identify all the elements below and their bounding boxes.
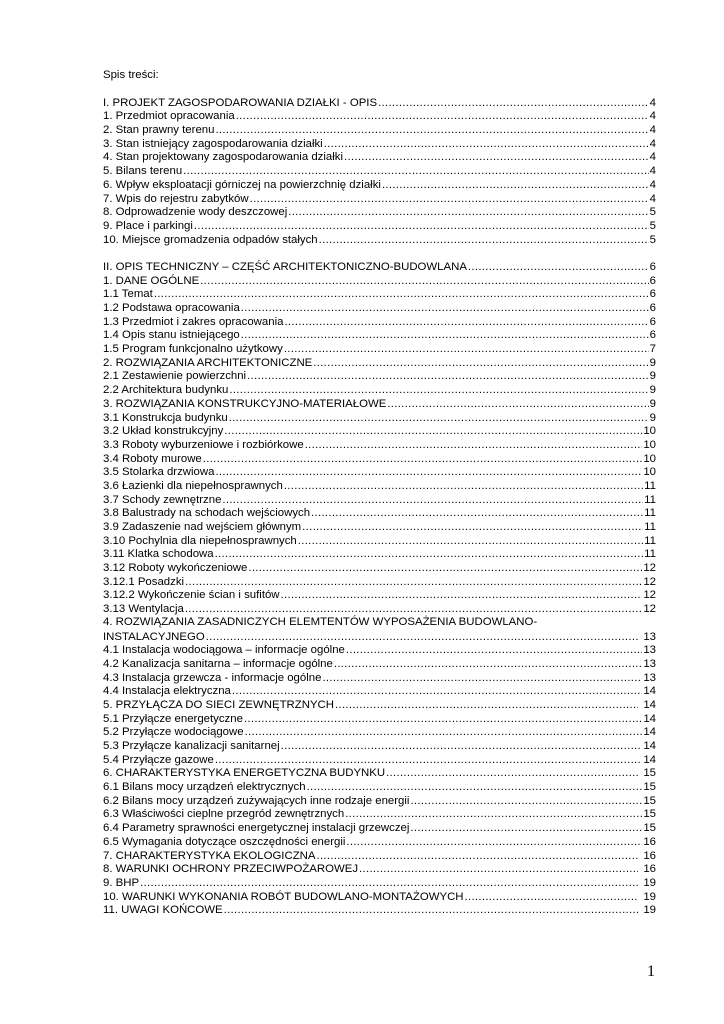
dot-leader (311, 507, 643, 520)
toc-heading: Spis treści: (103, 69, 159, 81)
toc-entry[interactable] (103, 356, 656, 370)
toc-entry-label: 5.3 Przyłącze kanalizacji sanitarnej (103, 740, 280, 752)
toc-entry[interactable] (103, 479, 656, 493)
toc-entry[interactable] (103, 835, 656, 849)
toc-entry[interactable] (103, 493, 656, 507)
toc-entry[interactable] (103, 821, 656, 835)
toc-entry-page: 13 (643, 657, 656, 670)
toc-entry-label: I. PROJEKT ZAGOSPODAROWANIA DZIAŁKI - OPIS (103, 96, 378, 109)
dot-leader (284, 480, 643, 493)
toc-entry-label: 6. CHARAKTERYSTYKA ENERGETYCZNA BUDYNKU (103, 767, 386, 780)
toc-entry[interactable] (103, 123, 656, 137)
toc-entry[interactable] (103, 192, 656, 206)
dot-leader (359, 863, 638, 876)
toc-entry-page: 11 (644, 507, 656, 520)
dot-leader (284, 343, 649, 356)
dot-leader (386, 767, 638, 780)
dot-leader (335, 699, 638, 712)
dot-leader (378, 97, 649, 110)
toc-entry-page: 14 (643, 740, 656, 752)
toc-entry[interactable] (103, 561, 656, 575)
toc-entry-page: 14 (643, 726, 656, 739)
toc-entry-page: 11 (644, 534, 656, 547)
toc-entry-page: 12 (643, 589, 656, 602)
dot-leader (224, 904, 639, 917)
toc-entry-wrapped-label[interactable]: 4. ROZWIĄZANIA ZASADNICZYCH ELEMTENTÓW WYPOSAŻENIA BUDOWLANO- (103, 616, 538, 629)
toc-entry-label: 1.4 Opis stanu istniejącego (103, 329, 240, 342)
toc-entry-label: 10. WARUNKI WYKONANIA ROBÓT BUDOWLANO-MONTAŻOWYCH (103, 890, 464, 903)
toc-entry-label: 1.3 Przedmiot i zakres opracowania (103, 315, 284, 328)
toc-entry-label: 2.2 Architektura budynku (103, 384, 229, 397)
toc-entry-label: 10. Miejsce gromadzenia odpadów stałych (103, 233, 318, 246)
toc-entry-page: 9 (649, 411, 656, 424)
toc-entry[interactable] (103, 110, 656, 124)
toc-entry[interactable] (103, 151, 656, 165)
dot-leader (232, 685, 642, 698)
toc-entry-label: 2.1 Zestawienie powierzchni (103, 370, 247, 383)
dot-leader (307, 781, 643, 794)
toc-entry[interactable] (103, 96, 656, 110)
toc-entry[interactable] (103, 890, 656, 904)
toc-entry-page: 16 (643, 835, 656, 848)
toc-entry-label: 5.4 Przyłącze gazowe (103, 753, 214, 766)
toc-entry-label: 4. Stan projektowany zagospodarowania działki (103, 151, 343, 164)
toc-entry-page: 4 (649, 110, 656, 123)
toc-entry[interactable] (103, 698, 656, 712)
toc-entry[interactable] (103, 849, 656, 863)
toc-entry-page: 19 (643, 904, 656, 917)
toc-entry-page: 13 (643, 630, 656, 643)
dot-leader (224, 425, 642, 438)
toc-entry-label: 3.11 Klatka schodowa (103, 548, 214, 561)
toc-entry[interactable] (103, 808, 656, 822)
dot-leader (215, 466, 642, 479)
toc-entry-page: 15 (643, 822, 656, 835)
toc-entry-page: 4 (649, 178, 656, 191)
toc-entry-label: 1.5 Program funkcjonalno użytkowy (103, 343, 283, 356)
toc-entry[interactable] (103, 589, 656, 603)
toc-entry-label: 4.1 Instalacja wodociągowa – informacje ogólne (103, 644, 345, 657)
toc-entry-page: 11 (644, 479, 656, 492)
dot-leader (241, 329, 649, 342)
dot-leader (322, 672, 642, 685)
toc-section-technical (103, 260, 656, 616)
dot-leader (200, 275, 648, 288)
toc-entry-label: 8. Odprowadzenie wody deszczowej (103, 206, 288, 219)
toc-entry-page: 9 (649, 356, 656, 369)
toc-section-site-plan (103, 96, 656, 247)
toc-entry[interactable] (103, 904, 656, 918)
toc-entry-page: 9 (649, 397, 656, 410)
toc-entry-label: 1.2 Podstawa opracowania (103, 302, 240, 314)
dot-leader (305, 439, 643, 452)
toc-entry[interactable] (103, 233, 656, 247)
toc-entry[interactable] (103, 671, 656, 685)
dot-leader (410, 822, 642, 835)
toc-entry[interactable] (103, 726, 656, 740)
dot-leader (229, 384, 648, 397)
toc-entry[interactable] (103, 753, 656, 767)
toc-entry[interactable] (103, 657, 656, 671)
toc-entry-page: 4 (649, 137, 656, 150)
dot-leader (185, 576, 642, 589)
toc-entry[interactable] (103, 685, 656, 699)
toc-entry[interactable] (103, 739, 656, 753)
dot-leader (229, 412, 649, 425)
toc-entry-label: 1.1 Temat (103, 288, 153, 301)
toc-entry-page: 11 (644, 548, 656, 561)
toc-entry-label: 6.1 Bilans mocy urządzeń elektrycznych (103, 781, 306, 794)
toc-entry-label: 4.4 Instalacja elektryczna (103, 685, 231, 698)
dot-leader (387, 398, 648, 411)
toc-entry-label: 3.9 Zadaszenie nad wejściem głównym (103, 521, 302, 533)
toc-entry-page: 4 (649, 192, 656, 205)
toc-entry-page: 4 (649, 124, 656, 137)
toc-entry-page: 10 (643, 425, 656, 438)
toc-entry[interactable] (103, 712, 656, 726)
toc-entry[interactable] (103, 329, 656, 343)
toc-entry-page: 4 (649, 151, 656, 164)
toc-entry[interactable] (103, 301, 656, 315)
toc-entry[interactable] (103, 507, 656, 521)
toc-entry[interactable] (103, 274, 656, 288)
dot-leader (140, 877, 638, 890)
toc-entry-label: 5. Bilans terenu (103, 165, 183, 178)
toc-entry-page: 6 (649, 315, 656, 328)
toc-entry-page: 6 (649, 288, 656, 301)
dot-leader (185, 603, 642, 616)
toc-entry[interactable] (103, 383, 656, 397)
toc-entry-page: 5 (649, 206, 656, 219)
toc-entry-label: INSTALACYJNEGO (103, 630, 205, 643)
dot-leader (334, 658, 642, 671)
toc-entry-label: 5. PRZYŁĄCZA DO SIECI ZEWNĘTRZNYCH (103, 698, 335, 711)
toc-section-technical-continued (103, 630, 656, 917)
dot-leader (241, 302, 649, 315)
dot-leader (245, 726, 643, 739)
toc-entry[interactable] (103, 397, 656, 411)
toc-entry-label: 3. ROZWIĄZANIA KONSTRUKCYJNO-MATERIAŁOWE (103, 397, 387, 410)
toc-entry[interactable] (103, 370, 656, 384)
dot-leader (465, 891, 639, 904)
dot-leader (194, 220, 649, 233)
dot-leader (281, 740, 643, 753)
toc-entry-page: 6 (649, 302, 656, 314)
toc-entry-label: 6.4 Parametry sprawności energetycznej instalacji grzewczej (103, 822, 410, 835)
toc-entry-page: 15 (643, 781, 656, 794)
toc-entry-page: 16 (643, 863, 656, 876)
toc-entry-label: 1. Przedmiot opracowania (103, 110, 235, 123)
toc-entry-page: 7 (649, 343, 656, 356)
toc-entry[interactable] (103, 534, 656, 548)
toc-entry-page: 5 (649, 219, 656, 232)
dot-leader (298, 535, 643, 548)
toc-entry-label: 2. ROZWIĄZANIA ARCHITEKTONICZNE (103, 356, 313, 369)
dot-leader (302, 521, 643, 534)
section-gap (103, 247, 656, 261)
toc-entry-label: 11. UWAGI KOŃCOWE (103, 904, 223, 917)
toc-entry-page: 12 (643, 603, 656, 616)
toc-entry-label: 4.3 Instalacja grzewcza - informacje ogólne (103, 671, 322, 684)
dot-leader (346, 836, 642, 849)
toc-entry-label: 6.5 Wymagania dotyczące oszczędności energii (103, 835, 346, 848)
page-number: 1 (647, 963, 655, 980)
toc-entry-label: 3. Stan istniejący zagospodarowania działki (103, 137, 323, 150)
dot-leader (316, 850, 638, 863)
dot-leader (250, 193, 649, 206)
dot-leader (247, 370, 649, 383)
dot-leader (215, 124, 648, 137)
toc-entry[interactable] (103, 206, 656, 220)
toc-entry[interactable] (103, 178, 656, 192)
toc-entry-label: 3.6 Łazienki dla niepełnosprawnych (103, 479, 283, 492)
toc-entry[interactable] (103, 876, 656, 890)
dot-leader (154, 288, 649, 301)
toc-entry-page: 14 (643, 698, 656, 711)
toc-entry-label: 3.1 Konstrukcja budynku (103, 411, 228, 424)
toc-entry-page: 19 (643, 876, 656, 889)
toc-entry[interactable] (103, 342, 656, 356)
toc-entry-page: 6 (649, 260, 656, 273)
toc-entry-page: 10 (643, 438, 656, 451)
dot-leader (215, 548, 644, 561)
toc-entry-page: 10 (643, 452, 656, 465)
toc-entry-label: 3.8 Balustrady na schodach wejściowych (103, 507, 311, 520)
dot-leader (288, 206, 648, 219)
toc-entry-page: 9 (649, 370, 656, 383)
toc-entry[interactable] (103, 438, 656, 452)
dot-leader (236, 110, 649, 123)
toc-entry-label: 3.3 Roboty wyburzeniowe i rozbiórkowe (103, 438, 304, 451)
toc-entry-label: 2. Stan prawny terenu (103, 124, 215, 137)
dot-leader (382, 179, 649, 192)
dot-leader (345, 808, 642, 821)
toc-entry-page: 11 (644, 521, 656, 533)
dot-leader (281, 589, 643, 602)
toc-entry[interactable] (103, 863, 656, 877)
dot-leader (313, 357, 648, 370)
toc-entry-label: 7. Wpis do rejestru zabytków (103, 192, 249, 205)
dot-leader (206, 631, 639, 644)
dot-leader (344, 151, 649, 164)
toc-entry-page: 9 (649, 384, 656, 397)
toc-entry-page: 14 (643, 712, 656, 725)
toc-entry-label: 6.3 Właściwości cieplne przegród zewnętrznych (103, 808, 345, 821)
toc-entry-label: II. OPIS TECHNICZNY – CZĘŚĆ ARCHITEKTONICZNO-BUDOWLANA (103, 260, 467, 273)
toc-entry[interactable] (103, 315, 656, 329)
toc-entry-page: 14 (643, 753, 656, 766)
toc-entry[interactable] (103, 794, 656, 808)
toc-entry-label: 3.12.1 Posadzki (103, 575, 185, 588)
toc-entry-page: 14 (643, 685, 656, 698)
toc-entry-page: 13 (643, 671, 656, 684)
toc-entry[interactable] (103, 466, 656, 480)
toc-entry-page: 10 (643, 466, 656, 479)
toc-entry-page: 13 (643, 644, 656, 657)
toc-entry-label: 6. Wpływ eksploatacji górniczej na powierzchnię działki (103, 178, 381, 191)
toc-entry-label: 6.2 Bilans mocy urządzeń zużywających inne rodzaje energii (103, 794, 410, 807)
dot-leader (248, 562, 642, 575)
toc-entry-label: 9. Place i parkingi (103, 219, 193, 232)
toc-entry[interactable] (103, 630, 656, 644)
table-of-contents (103, 96, 656, 917)
dot-leader (203, 453, 643, 466)
toc-entry-page: 11 (644, 493, 656, 506)
dot-leader (319, 234, 649, 247)
toc-entry-page: 6 (649, 274, 656, 287)
toc-entry-label: 3.12.2 Wykończenie ścian i sufitów (103, 589, 280, 602)
dot-leader (222, 494, 643, 507)
toc-entry-page: 19 (643, 890, 656, 903)
toc-entry[interactable] (103, 260, 656, 274)
toc-entry-label: 3.12 Roboty wykończeniowe (103, 562, 248, 575)
toc-entry-label: 3.10 Pochylnia dla niepełnosprawnych (103, 534, 297, 547)
toc-entry-label: 5.1 Przyłącze energetyczne (103, 712, 243, 725)
toc-entry-label: 3.5 Stolarka drzwiowa (103, 466, 215, 479)
dot-leader (410, 795, 642, 808)
toc-entry[interactable] (103, 164, 656, 178)
dot-leader (346, 644, 642, 657)
dot-leader (183, 165, 649, 178)
toc-entry[interactable] (103, 548, 656, 562)
toc-entry-label: 3.4 Roboty murowe (103, 452, 202, 465)
toc-entry-label: 9. BHP (103, 876, 140, 889)
toc-entry[interactable] (103, 411, 656, 425)
toc-entry-label: 4.2 Kanalizacja sanitarna – informacje ogólne (103, 657, 333, 670)
toc-entry-page: 4 (649, 165, 656, 178)
toc-entry-label: 3.13 Wentylacja (103, 603, 184, 616)
toc-entry[interactable] (103, 219, 656, 233)
toc-entry-page: 15 (643, 767, 656, 780)
toc-entry-page: 15 (643, 808, 656, 821)
toc-entry-label: 8. WARUNKI OCHRONY PRZECIWPOŻAROWEJ (103, 863, 359, 876)
toc-entry-page: 12 (643, 562, 656, 575)
toc-entry-page: 5 (649, 233, 656, 246)
toc-entry[interactable] (103, 288, 656, 302)
dot-leader (215, 754, 643, 767)
toc-entry-page: 6 (649, 329, 656, 342)
toc-entry-page: 4 (649, 96, 656, 109)
dot-leader (324, 138, 649, 151)
toc-entry[interactable] (103, 452, 656, 466)
toc-entry-page: 15 (643, 794, 656, 807)
toc-entry[interactable] (103, 137, 656, 151)
toc-entry-page: 12 (643, 575, 656, 588)
toc-entry-label: 3.7 Schody zewnętrzne (103, 493, 222, 506)
toc-entry[interactable] (103, 644, 656, 658)
toc-entry[interactable] (103, 767, 656, 781)
toc-entry[interactable] (103, 575, 656, 589)
toc-entry-page: 16 (643, 849, 656, 862)
toc-entry-label: 3.2 Układ konstrukcyjny (103, 425, 224, 438)
toc-entry-label: 1. DANE OGÓLNE (103, 274, 200, 287)
toc-entry[interactable] (103, 425, 656, 439)
dot-leader (468, 261, 649, 274)
toc-entry[interactable] (103, 780, 656, 794)
dot-leader (244, 713, 642, 726)
toc-entry[interactable] (103, 520, 656, 534)
toc-entry[interactable] (103, 602, 656, 616)
dot-leader (284, 316, 648, 329)
toc-entry-label: 5.2 Przyłącze wodociągowe (103, 726, 244, 739)
toc-entry-label: 7. CHARAKTERYSTYKA EKOLOGICZNA (103, 849, 316, 862)
